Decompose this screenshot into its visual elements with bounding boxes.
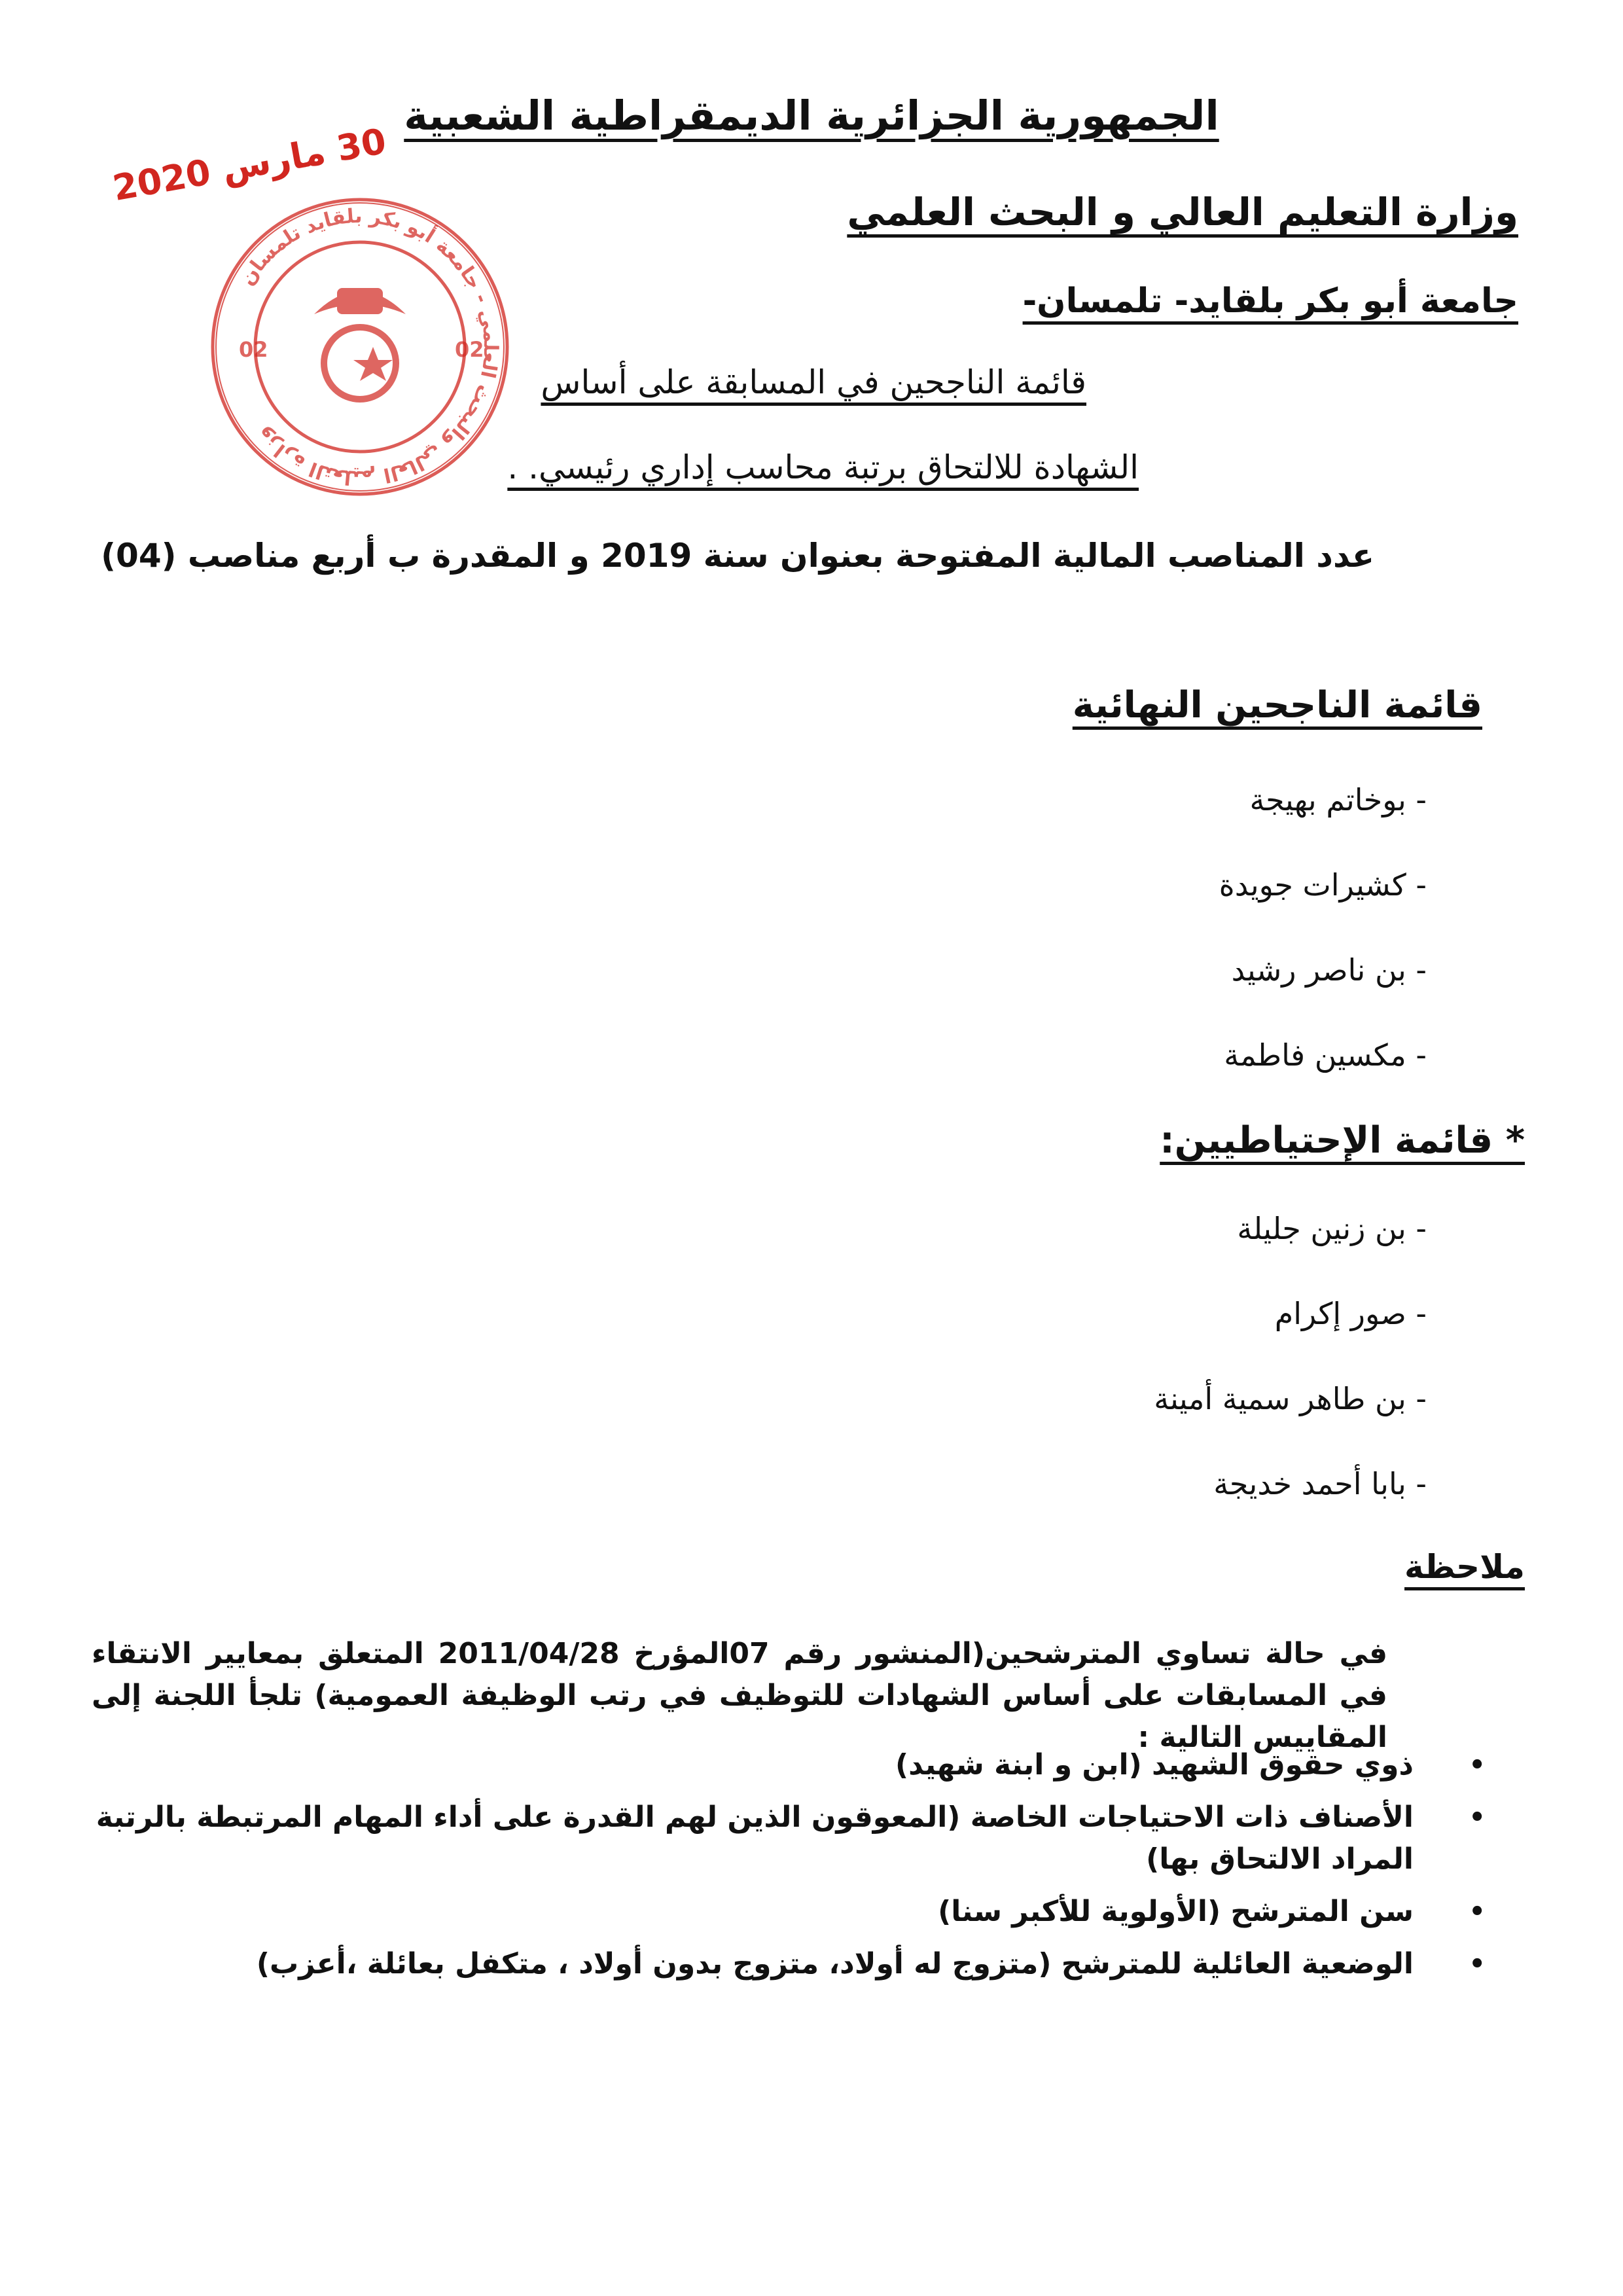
final-list-item: - كشيرات جويدة (1219, 867, 1427, 903)
final-list-item: - بن ناصر رشيد (1231, 952, 1427, 988)
criteria-item (92, 1744, 1486, 1786)
list-intro-line-2: الشهادة للالتحاق برتبة محاسب إداري رئيسي. . (507, 448, 1139, 486)
criteria-text: سن المترشح (الأولوية للأكبر سنا) (938, 1895, 1414, 1928)
official-stamp (203, 190, 517, 504)
bullet-icon: • (1469, 1897, 1486, 1927)
stamp-number-left: 02 (239, 337, 268, 362)
criteria-item (92, 1797, 1486, 1880)
note-paragraph-text: في حالة تساوي المترشحين(المنشور رقم 07المؤرخ 2011/04/28 المتعلق بمعايير الانتقاء في المسابقات على أساس الشهادات للتوظيف في رتب الوظيفة العمومية) تلجأ اللجنة إلى المقاييس التالية : (92, 1637, 1388, 1754)
reserve-list-title: * قائمة الإحتياطيين: (1160, 1119, 1525, 1162)
ministry-heading: وزارة التعليم العالي و البحث العلمي (847, 190, 1518, 234)
final-list-title: قائمة الناجحين النهائية (1072, 684, 1482, 726)
stamp-date: 30 مارس 2020 (109, 120, 389, 209)
bullet-icon: • (1469, 1750, 1486, 1780)
criteria-text: ذوي حقوق الشهيد (ابن و ابنة شهيد) (895, 1748, 1414, 1782)
stamp-ring-text: وزارة التعليم العالي والبحث العلمي - جامعة أبو بكر بلقايد تلمسان (236, 204, 503, 490)
note-title: ملاحظة (1404, 1548, 1525, 1586)
bullet-icon: • (1469, 1803, 1486, 1833)
reserve-list-item: - بن زنين جليلة (1237, 1211, 1427, 1246)
university-heading: جامعة أبو بكر بلقايد- تلمسان- (1022, 281, 1518, 321)
country-heading: الجمهورية الجزائرية الديمقراطية الشعبية (404, 92, 1219, 139)
final-list-item: - مكسين فاطمة (1224, 1037, 1427, 1073)
reserve-list-item: - بابا أحمد خديجة (1213, 1466, 1427, 1501)
positions-count: عدد المناصب المالية المفتوحة بعنوان سنة 2019 و المقدرة ب أربع مناصب (04) (101, 537, 1374, 575)
stamp-number-right: 02 (455, 337, 484, 362)
criteria-text: الأصناف ذات الاحتياجات الخاصة (المعوقون الذين لهم القدرة على أداء المهام المرتبطة بالرتبة المراد الالتحاق بها) (96, 1801, 1414, 1876)
criteria-item (92, 1943, 1486, 1985)
criteria-item (92, 1891, 1486, 1933)
final-list-item: - بوخاتم بهيجة (1249, 782, 1427, 817)
reserve-list-item: - صور إكرام (1274, 1296, 1427, 1331)
reserve-list-item: - بن طاهر سمية أمينة (1154, 1381, 1427, 1416)
criteria-text: الوضعية العائلية للمترشح (متزوج له أولاد، متزوج بدون أولاد ، متكفل بعائلة ،أعزب) (256, 1947, 1414, 1981)
criteria-list (92, 1744, 1486, 1996)
bullet-icon: • (1469, 1949, 1486, 1979)
list-intro-line-1: قائمة الناجحين في المسابقة على أساس (541, 363, 1086, 401)
note-paragraph (92, 1633, 1387, 1759)
